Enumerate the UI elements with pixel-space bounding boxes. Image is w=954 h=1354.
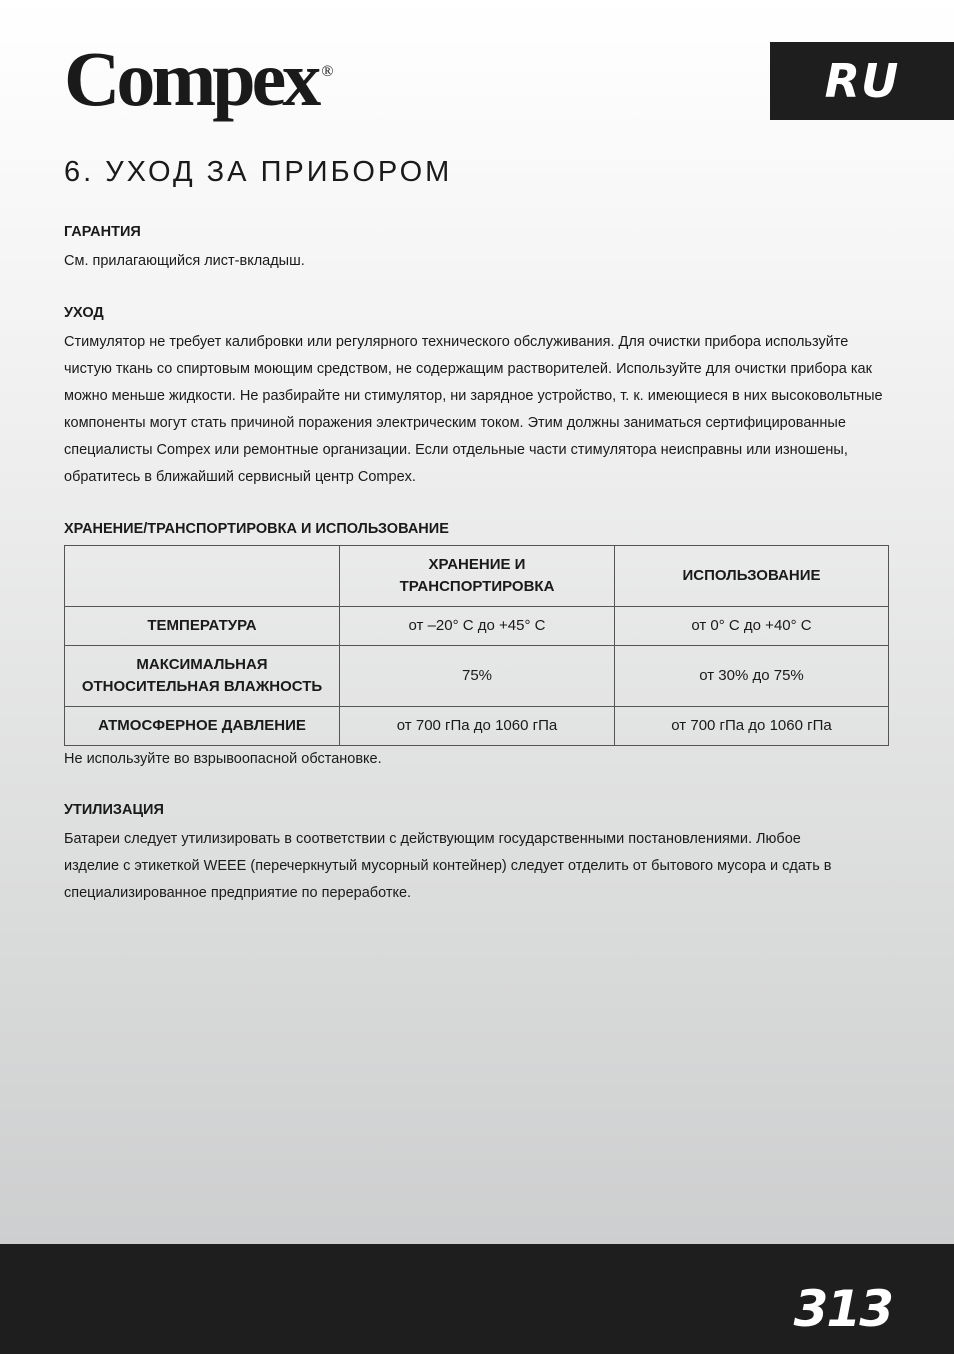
table-row (65, 707, 889, 746)
table-cell: от 700 гПа до 1060 гПа (340, 707, 615, 746)
table-header-cell: ИСПОЛЬЗОВАНИЕ (615, 546, 889, 607)
disposal-heading: УТИЛИЗАЦИЯ (64, 802, 164, 818)
logo-text: Compex (64, 35, 318, 122)
table-cell: от 30% до 75% (615, 646, 889, 707)
warranty-text: См. прилагающийся лист-вкладыш. (64, 253, 305, 269)
page-number: 313 (793, 1280, 892, 1338)
table-cell: от 0° C до +40° C (615, 607, 889, 646)
row-label: АТМОСФЕРНОЕ ДАВЛЕНИЕ (65, 707, 340, 746)
conditions-table (64, 545, 889, 746)
care-text: Стимулятор не требует калибровки или регулярного технического обслуживания. Для очистки прибора используйте чистую ткань со спиртовым моющим средством, не содержащим растворителей. Используйте для очистки прибора как можно меньше жидкости. Не разбирайте ни стимулятор, ни зарядное устройство, т. к. имеющиеся в них высоковольтные компоненты могут стать причиной поражения электрическим током. Этим должны заниматься сертифицированные специалисты Compex или ремонтные организации. Если отдельные части стимулятора неисправны или изношены, обратитесь в ближайший сервисный центр Compex. (64, 334, 883, 485)
page-title: 6. УХОД ЗА ПРИБОРОМ (64, 156, 453, 188)
main-content (64, 222, 890, 907)
storage-heading: ХРАНЕНИЕ/ТРАНСПОРТИРОВКА И ИСПОЛЬЗОВАНИЕ (64, 521, 449, 537)
table-cell: 75% (340, 646, 615, 707)
table-header-cell (65, 546, 340, 607)
compex-logo (64, 35, 334, 122)
row-label: ТЕМПЕРАТУРА (65, 607, 340, 646)
table-header-cell: ХРАНЕНИЕ И ТРАНСПОРТИРОВКА (340, 546, 615, 607)
table-row (65, 646, 889, 707)
registered-mark: ® (321, 63, 334, 80)
table-cell: от 700 гПа до 1060 гПа (615, 707, 889, 746)
row-label: МАКСИМАЛЬНАЯ ОТНОСИТЕЛЬНАЯ ВЛАЖНОСТЬ (65, 646, 340, 707)
care-heading: УХОД (64, 305, 104, 321)
warranty-heading: ГАРАНТИЯ (64, 224, 141, 240)
disposal-text: Батареи следует утилизировать в соответствии с действующим государственными постановлениями. Любое изделие с этикеткой WEEE (перечеркнутый мусорный контейнер) следует отделить от бытового мусора и сдать в специализированное предприятие по переработке. (64, 831, 832, 901)
table-row (65, 607, 889, 646)
language-code: RU (824, 54, 900, 108)
storage-note: Не используйте во взрывоопасной обстановке. (64, 751, 382, 767)
table-header-row (65, 546, 889, 607)
page-footer (0, 1244, 954, 1354)
language-badge (770, 42, 954, 120)
table-cell: от –20° C до +45° C (340, 607, 615, 646)
